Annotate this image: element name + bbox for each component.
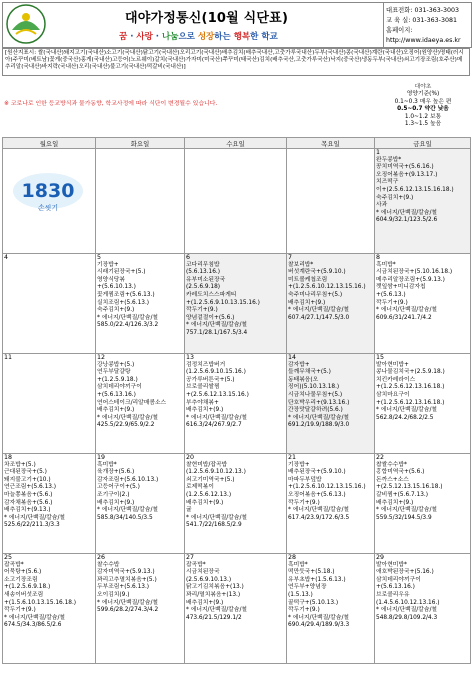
day-cell [287,454,375,554]
menu-line: 새송이버섯조림 [4,591,44,598]
menu-line: 숙주미나리무침+(5.) [288,291,343,298]
menu-line: 조기구이(2.) [97,491,130,498]
day-cell [375,554,471,664]
menu-line: 들깨무채국+(5.) [288,369,331,376]
menu-line: 674.5/34.3/86.5/2.6 [4,622,62,629]
nutrition-legend: 대야초 영양기준(%) 0.1~0.3 매우 높은 편 0.5~0.7 약간 낮음 1.0~1.2 보통 1.3~1.5 높음 [394,84,452,128]
menu-line: 홍합미역국+(5.6.) [376,469,425,476]
day-cell [185,149,287,254]
menu-line: 연두부달걀탕 [97,369,131,376]
menu-line: * 에너지/단백질/칼슘/철 [288,614,349,621]
menu-line: 깍두기+(9.) [288,499,320,506]
menu-line: 떡만둣국+(5.18.) [288,569,335,576]
menu-line: 562.8/24.2/68.2/2.5 [376,414,434,421]
menu-line: * 에너지/단백질/칼슘/철 [376,407,437,414]
menu-line: * 에너지/단백질/칼슘/철 [376,607,437,614]
day-cell [185,454,287,554]
menu-line: 배추김치+(9.) [288,299,326,306]
menu-line: 꽈리고추멸치볶음+(5.) [97,576,157,583]
menu-line: 배추된장국+(5.9.10.) [288,469,346,476]
weekday-header: 목요일 [287,138,375,149]
menu-line: 돈까스+소스 [376,476,409,483]
handwash-number: 1830 [21,180,75,202]
menu-line: 로제떡볶이 [186,484,214,491]
menu-line: 흑미밥* [376,261,396,268]
menu-line: 시래기된장국+(5.) [97,269,146,276]
menu-line: 585.8/34/140.5/3.5 [97,514,153,521]
menu-line: (2.5.6.9.18) [186,284,221,291]
day-number: 5 [97,254,102,261]
menu-line: 브로콜리쌀찜 [186,384,220,391]
menu-line: 꽁치미역국+(5.6.16.) [376,164,434,171]
menu-line: 차조밥+(5.) [4,461,36,468]
day-cell [185,554,287,664]
menu-line: 찰현미밥/잡곡밥 [186,461,228,468]
menu-line: 카레도치스스파게티 [186,291,237,298]
menu-line: +(1.2.5.6.9.10.13.15.16.) [186,299,260,306]
menu-line: * 에너지/단백질/칼슘/철 [376,307,437,314]
menu-line: 연근조림+(5.6.13.) [4,484,57,491]
menu-line: 757.1/28.1/167.5/3.4 [186,329,248,336]
menu-line: 메추리알장조림+(5.9.13.) [376,276,445,283]
day-number: 14 [288,354,297,361]
menu-line: 양념겉절이+(5.6.) [186,314,235,321]
day-number: 29 [376,554,385,561]
menu-line: 영양식당볶 [97,276,125,283]
day-number: 21 [288,454,297,461]
page-title: 대야가정통신(10월 식단표) [125,11,289,26]
school-slogan: 꿈 · 사랑 · 나눔으로 성장하는 행복한 학교 [119,32,278,42]
menu-line: 배추김치+(9.) [97,499,135,506]
menu-line: 617.4/23.9/172.6/3.5 [288,514,350,521]
menu-line: 기장밥+ [288,461,310,468]
fax-text: 교 육 실: 031-363-3081 [386,17,457,24]
menu-line: 607.4/27.1/147.5/3.0 [288,314,350,321]
phone-text: 대표전화: 031-363-3003 [386,7,460,14]
menu-line: * 에너지/단백질/칼슘/철 [4,514,65,521]
menu-line: 559.5/32/194.5/3.9 [376,514,432,521]
day-cell [96,149,185,254]
menu-line: * 에너지/단백질/칼슘/철 [186,607,247,614]
week-row [3,354,471,454]
menu-line: 이+(2.5.6.12.13.15.16.18.) [376,186,454,193]
menu-line: 깻잎쌈+미니감자칩 [376,284,426,291]
origin-info: [원산지표시: 쌀(국내산)돼지고기(국내산)소고기(국내산)닭고기(국내산)오리고기(국내산)배추김치(배추국내산,고춧가루국내산)두부(국내산)콩(국내산)계란(국내산)오징어(원양산)명태(러시아)주꾸미(베트남)꽃게(중국산)홍게(국내산)고등어(노르웨이)갈치(국내산)가자미(미국산)쭈꾸미(태국산)김치(배추국산,고춧가루국산)낙지(중국산)냉동두부(국내산)쇠고기장조림(호주산)메추리알(국내산)바지락(국내산)오리(국내산)불고기(국내산)떡갈비(국내산)] [2,48,470,76]
menu-line: * 에너지/단백질/칼슘/철 [4,614,65,621]
day-number: 6 [186,254,191,261]
menu-line: 사과 [376,202,388,209]
menu-line: 690.4/29.4/189.9/3.3 [288,622,350,629]
menu-line: 애호박된장국+(5.16.) [376,569,434,576]
menu-line: 585.0/22.4/126.3/3.2 [97,322,159,329]
menu-line: 배추김치+(9.) [186,499,224,506]
menu-line: 흑미밥* [288,561,308,568]
menu-line: (1.2.5.6.9.10.12.13.) [186,469,246,476]
week-row [3,454,471,554]
day-number: 8 [376,254,381,261]
menu-line: +(1.2.5.6.10.12.13.15.16.) [288,284,366,291]
menu-line: * 에너지/단백질/칼슘/철 [288,507,349,514]
menu-line: 귤 [186,507,192,514]
menu-line: (5.6.13.16.) [186,269,221,276]
day-number: 19 [97,454,106,461]
menu-line: 근대된장국+(5.) [4,469,47,476]
menu-line: 닭고기김치볶음+(13.) [186,584,244,591]
day-number: 22 [376,454,385,461]
menu-line: 감자밥+ [288,361,310,368]
menu-line: 잡곡밥* [186,561,206,568]
menu-line: 깍두기+(9.) [4,607,36,614]
menu-line: * 에너지/단백질/칼슘/철 [186,414,247,421]
menu-line: +(2.5.12.13.15.16.18.) [376,484,443,491]
menu-line: 돼지불고기+(10.) [4,476,51,483]
day-number: 11 [4,354,13,361]
menu-line: 마파두부덮밥 [288,476,322,483]
day-number: 4 [4,254,9,261]
day-number: 20 [186,454,195,461]
handwash-logo-icon [10,171,86,215]
menu-line: 브로콜리우유 [376,591,410,598]
menu-line: 꽃게찜조림+(5.6.13.) [97,291,155,298]
weekday-header: 수요일 [185,138,287,149]
week-row [3,554,471,664]
menu-line: * 에너지/단백질/칼슘/철 [186,322,247,329]
menu-line: 치킨카레라이스 [376,376,416,383]
menu-line: 배추김치+(9.) [376,499,414,506]
menu-line: 기장밥+ [97,261,119,268]
menu-line: 버섯계란국+(5.9.10.) [288,269,346,276]
menu-line: +(5.6.13.16.) [97,391,136,398]
menu-line: 단호박우리+(9.13.16.) [288,399,350,406]
day-cell [287,354,375,454]
menu-line: 두부조림+(5.6.13.) [97,584,150,591]
menu-line: 오이김치(9.) [97,591,130,598]
day-number: 15 [376,354,385,361]
change-notice: ※ 코로나로 인한 등교방식과 물가동향, 학교사정에 따라 식단이 변경될수 있습니다. [4,101,218,107]
day-number: 25 [4,554,13,561]
day-number: 27 [186,554,195,561]
day-cell [185,354,287,454]
menu-line: 깍두기+(9.) [186,307,218,314]
day-cell [287,554,375,664]
day-number: 18 [4,454,13,461]
menu-line: * 에너지/단백질/칼슘/철 [288,414,349,421]
menu-line: +(5.6.10.13.) [97,284,136,291]
weekday-header: 금요일 [375,138,471,149]
menu-line: 흑미밥* [97,461,117,468]
menu-line: * 에너지/단백질/칼슘/철 [186,514,247,521]
menu-line: 꿀떡구+(5.10.13.) [288,599,339,606]
menu-line: 오징어볶음+(9.13.17.) [376,171,438,178]
menu-line: 감자미역국+(5.9.13.) [97,569,155,576]
menu-line: 찰수수밥 [97,561,120,568]
menu-line: 간장맛달걀하려(5.6.) [288,407,343,414]
menu-line: * 에너지/단백질/칼슘/철 [376,209,437,216]
menu-line: 마늘쫑볶음+(5.6.) [4,491,53,498]
menu-line: 찹쌀수수밥* [376,461,407,468]
header [2,2,472,48]
weekday-header: 월요일 [3,138,96,149]
menu-line: 깍두기+(9.) [376,299,408,306]
menu-line: * 에너지/단백질/칼슘/철 [288,307,349,314]
menu-line: 시금치나물무침+(5.) [288,391,343,398]
day-cell [375,454,471,554]
menu-line: 525.6/22/211.3/3.3 [4,522,60,529]
menu-line: 콩나물김치국+(2.5.9.18.) [376,369,445,376]
menu-line: 코다리무침밥 [186,261,220,268]
menu-line: 배추김치+(9.) [186,599,224,606]
meal-calendar [2,137,471,664]
day-cell [287,149,375,254]
menu-line: 616.3/24/267.9/2.7 [186,422,242,429]
menu-line: 잡곡밥* [4,561,24,568]
menu-line: 배추김치+(9.13.) [4,507,51,514]
day-cell [96,254,185,354]
menu-line: +(1.2.5.6.10.12.13.15.16.) [288,484,366,491]
school-logo [6,4,46,44]
menu-line: 강낭콩밥+(5.) [97,361,135,368]
menu-line: 시금치된장국 [186,569,220,576]
menu-line: +(2.5.6.12.13.15.16.) [186,391,249,398]
day-number: 1 [376,149,381,156]
menu-line: 발아현미밥+ [376,361,409,368]
menu-line: 유부초밥+(1.5.6.13.) [288,576,346,583]
menu-line: 425.5/22.9/65.9/2.2 [97,422,155,429]
menu-line: 꽈리/멸치볶음+(13.) [186,591,241,598]
menu-line: 감자채볶음+(5.6.) [4,499,53,506]
menu-line: 실치조림+(5.6.13.) [97,299,150,306]
day-cell [3,454,96,554]
day-cell [375,254,471,354]
day-number: 28 [288,554,297,561]
menu-line: * 에너지/단백질/칼슘/철 [97,599,158,606]
menu-line: 쇠고기미역국+(5.) [186,476,235,483]
menu-line: 609.6/31/241.7/4.2 [376,314,432,321]
day-cell [96,454,185,554]
menu-line: 배추김치+(9.) [186,407,224,414]
day-number: 13 [186,354,195,361]
menu-line: 발아현미밥* [376,561,407,568]
menu-line: 삼치데리야끼구이 [97,384,142,391]
menu-line: 473.6/21.5/129.1/2 [186,614,242,621]
menu-line: (2.5.6.9.10.13.) [186,576,232,583]
menu-line: 유부미소된장국 [186,276,226,283]
menu-line: 치즈떡구 [376,179,399,186]
menu-line: 배추김치+(9.) [97,407,135,414]
day-cell [185,254,287,354]
menu-line: (1.2.5.6.12.13.) [186,491,232,498]
menu-line: 연두부+양념장 [288,584,327,591]
menu-line: (1.2.5.6.9.10.15.16.) [186,369,246,376]
day-number: 26 [97,554,106,561]
day-cell [96,354,185,454]
menu-line: 숙주김치+(9.) [376,194,414,201]
handwash-campaign-image [10,171,95,219]
menu-line: 시금치된장국+(5.10.16.18.) [376,269,453,276]
day-cell [3,149,96,254]
week-row [3,149,471,254]
menu-line: 오징어볶음+(5.6.13.) [288,491,346,498]
menu-line: 숙주김치+(9.) [97,307,135,314]
menu-line: 검정치즈밥버거 [186,361,226,368]
menu-line: 육개장+(5.6.) [97,469,135,476]
menu-line: 삼치마요구이 [376,391,410,398]
menu-line: +(1.2.5.6.12.13.16.18.) [376,399,445,406]
menu-line: * 에너지/단백질/칼슘/철 [376,507,437,514]
week-row [3,254,471,354]
day-cell [3,254,96,354]
menu-line: +(1.5.6.10.13.15.16.18.) [4,599,77,606]
menu-line: 소고기장조림 [4,576,38,583]
menu-line: 완두콩밥* [376,156,402,163]
menu-line: * 에너지/단백질/칼슘/철 [97,314,158,321]
menu-line: 604.9/32.1/123.5/2.6 [376,217,438,224]
menu-line: 동태볶음(오 [288,376,319,383]
menu-line: 찰보리밥* [288,261,314,268]
header-divider [383,3,384,47]
day-cell [3,354,96,454]
menu-line: 부추야채볶+ [186,399,219,406]
menu-line: +(5.6.13.) [376,291,406,298]
weekday-header: 화요일 [96,138,185,149]
menu-line: * 에너지/단백질/칼슘/철 [97,507,158,514]
menu-line: 삼치데리야끼구이 [376,576,421,583]
day-cell [375,149,471,254]
menu-line: 갈비찜+(5.6.7.13.) [376,491,428,498]
menu-line: +(5.6.13.16.) [376,584,415,591]
contact-info [386,6,472,46]
handwash-caption: 손씻기 [37,204,59,212]
menu-line: 548.8/29.8/109.2/4.3 [376,614,438,621]
menu-line: 541.7/22/168.5/2.9 [186,522,242,529]
menu-line: (1.5.13.) [288,591,313,598]
menu-line: 고등어구이+(5.) [97,484,140,491]
menu-line: +(1.2.5.9.18.) [97,376,138,383]
menu-line: (1.4.5.6.10.12.13.16.) [376,599,440,606]
menu-line: 깍두기+(9.) [288,607,320,614]
menu-line: 599.6/28.2/274.3/4.2 [97,607,159,614]
menu-line: 691.2/19.9/188.9/3.0 [288,422,350,429]
menu-line: 연어스테이크/리알매콤소스 [97,399,167,406]
menu-line: +(1.2.5.6.12.13.16.18.) [376,384,445,391]
day-number: 12 [97,354,106,361]
day-cell [3,554,96,664]
day-cell [96,554,185,664]
menu-line: 미트볼케첩조림 [288,276,328,283]
homepage-link[interactable]: 홈페이지: http://www.idaeya.es.kr [386,27,461,44]
weekday-row [3,138,471,149]
menu-line: 공가루버튼국+(5.) [186,376,235,383]
menu-line: +(1.2.5.6.9.18.) [4,584,51,591]
menu-line: 어묵탕+(5.6.) [4,569,42,576]
day-number: 7 [288,254,293,261]
menu-line: 감자조림+(5.6.10.13.) [97,476,159,483]
day-cell [287,254,375,354]
day-cell [375,354,471,454]
menu-line: 징어)(5.10.13.18.) [288,384,340,391]
menu-line: * 에너지/단백질/칼슘/철 [97,414,158,421]
